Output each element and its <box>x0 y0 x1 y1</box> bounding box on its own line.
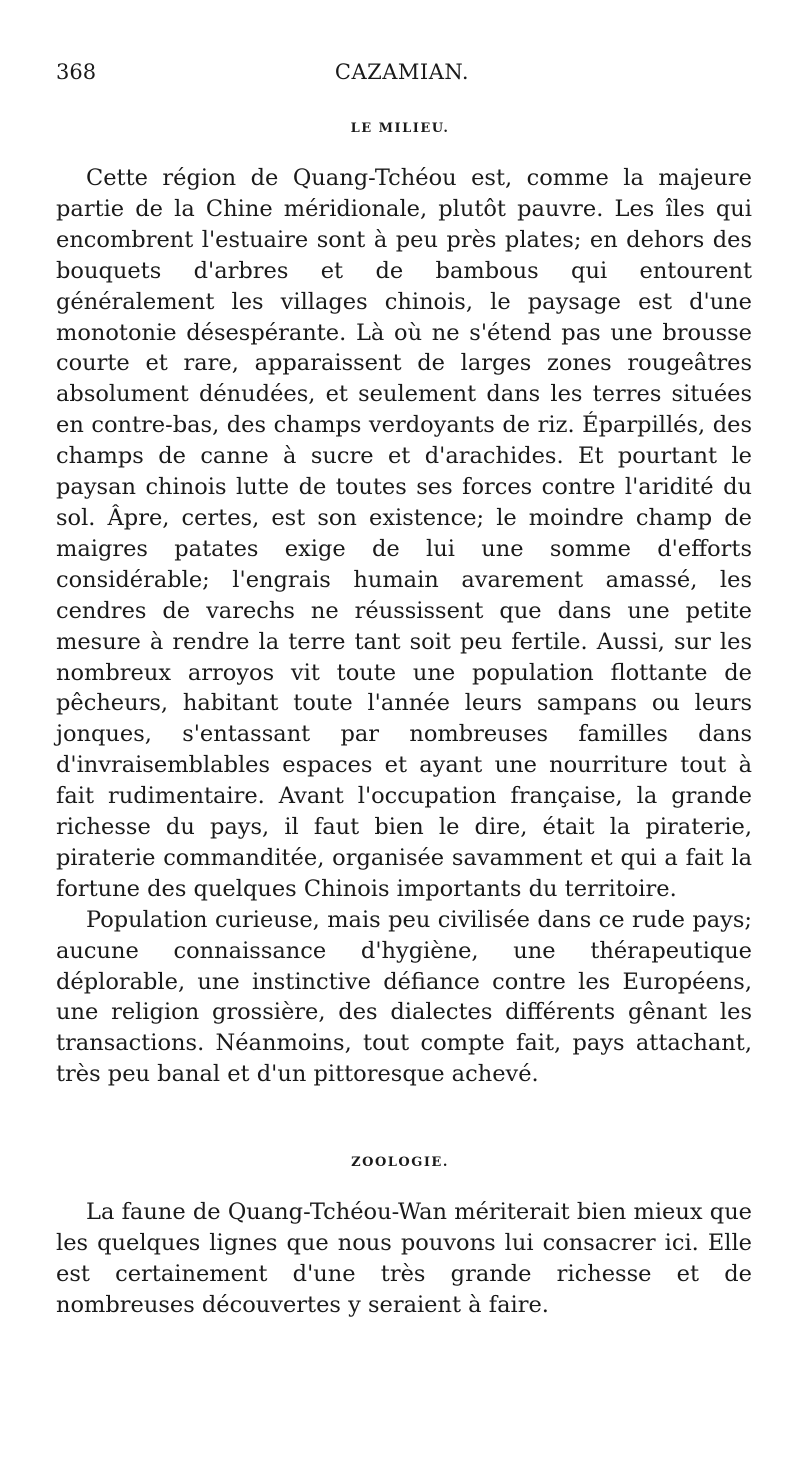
section-title-le-milieu: LE MILIEU. <box>350 121 450 136</box>
running-head: CAZAMIAN. <box>334 60 470 84</box>
paragraph: Cette région de Quang-Tchéou est, comme la majeure partie de la Chine méridionale, plutôt pauvre. Les îles qui encombrent l'estuaire sont à peu près plates; en dehors des bouquets d'arbres et de bambous qui entourent généralement les villages chinois, le paysage est d'une monotonie désespérante. Là où ne s'étend pas une brousse courte et rare, apparaissent de larges zones rougeâtres absolument dénudées, et seulement dans les terres situées en contre-bas, des champs verdoyants de riz. Éparpillés, des champs de canne à sucre et d'arachides. Et pourtant le paysan chinois lutte de toutes ses forces contre l'aridité du sol. Âpre, certes, est son existence; le moindre champ de maigres patates exige de lui une somme d'efforts considérable; l'engrais humain avarement amassé, les cendres de varechs ne réussissent que dans une petite mesure à rendre la terre tant soit peu fertile. Aussi, sur les nombreux arroyos vit toute une population flottante de pêcheurs, habitant toute l'année leurs sampans ou leurs jonques, s'entassant par nombreuses familles dans d'invraisemblables espaces et ayant une nourriture tout à fait rudimentaire. Avant l'occupation française, la grande richesse du pays, il faut bien le dire, était la piraterie, piraterie commanditée, organisée savamment et qui a fait la fortune des quelques Chinois importants du territoire. <box>56 165 752 902</box>
paragraph: La faune de Quang-Tchéou-Wan mériterait bien mieux que les quelques lignes que nous pouvons lui consacrer ici. Elle est certainement d'une très grande richesse et de nombreuses découvertes y seraient à faire. <box>56 1199 752 1318</box>
page-header <box>56 60 748 90</box>
section-title-zoologie: ZOOLOGIE. <box>351 1155 449 1170</box>
section-body-zoologie <box>56 1197 752 1321</box>
page-number: 368 <box>56 60 97 84</box>
paragraph: Population curieuse, mais peu civilisée dans ce rude pays; aucune connaissance d'hygiène, une thérapeutique déplorable, une instinctive défiance contre les Européens, une religion grossière, des dialectes différents gênant les transactions. Néanmoins, tout compte fait, pays attachant, très peu banal et d'un pittoresque achevé. <box>56 906 752 1088</box>
section-body-le-milieu <box>56 163 752 1090</box>
